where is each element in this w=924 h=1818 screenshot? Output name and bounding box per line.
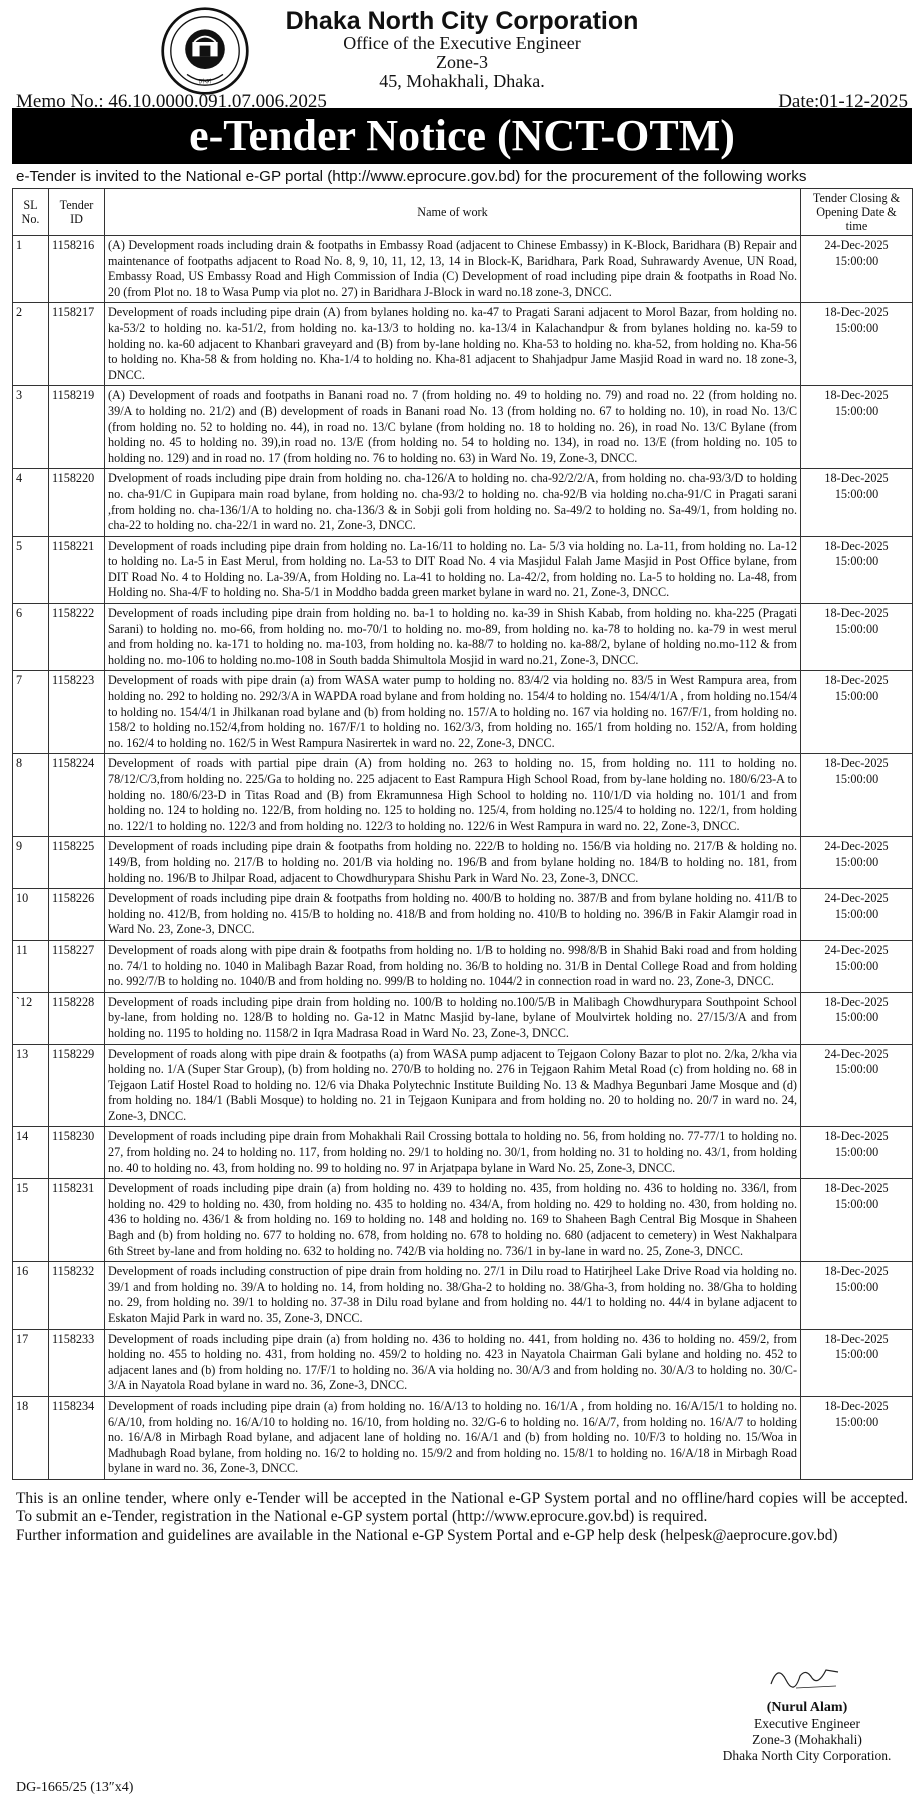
header-sl: SL No. (13, 189, 49, 236)
table-row (13, 1179, 913, 1262)
row-date-cell (801, 386, 913, 469)
row-sl: 1 (13, 236, 49, 303)
row-sl: 6 (13, 604, 49, 671)
header-tender-id: Tender ID (49, 189, 105, 236)
table-row (13, 386, 913, 469)
row-sl: 16 (13, 1262, 49, 1329)
row-work: Development of roads along with pipe drain & footpaths from holding no. 1/B to holding no. 998/8/B in Shahid Baki road and from holding no. 74/1 to holding no. 1040 in Malibagh Bazar Road, from holding no. 36/B to holding no. 31/B in Dental College Road and from holding no. 992/7/B to holding no. 1040/B and from holding no. 999/B to holding no. 1044/2 in connection road in ward no. 23, Zone-3, DNCC. (105, 940, 801, 992)
row-tender-id: 1158234 (49, 1396, 105, 1479)
row-tender-id: 1158223 (49, 671, 105, 754)
signatory-name: (Nurul Alam) (766, 1700, 848, 1715)
row-sl: 15 (13, 1179, 49, 1262)
row-closing-date: 18-Dec-2025 (824, 388, 889, 403)
row-tender-id: 1158221 (49, 536, 105, 603)
row-date-cell (801, 889, 913, 941)
row-tender-id: 1158224 (49, 754, 105, 837)
row-tender-id: 1158225 (49, 837, 105, 889)
table-row (13, 1396, 913, 1479)
row-closing-time: 15:00:00 (834, 403, 879, 418)
intro-text: e-Tender is invited to the National e-GP portal (http://www.eprocure.gov.bd) for the procurement of the following works (16, 168, 807, 185)
table-row (13, 671, 913, 754)
row-closing-date: 18-Dec-2025 (824, 756, 889, 771)
office-name: Office of the Executive Engineer (343, 33, 581, 54)
row-closing-date: 18-Dec-2025 (824, 1331, 889, 1346)
row-closing-date: 18-Dec-2025 (824, 305, 889, 320)
row-tender-id: 1158216 (49, 236, 105, 303)
row-date-cell (801, 1044, 913, 1127)
row-tender-id: 1158217 (49, 303, 105, 386)
row-date-cell (801, 940, 913, 992)
row-sl: 2 (13, 303, 49, 386)
memo-date: Date:01-12-2025 (778, 91, 908, 112)
table-row (13, 837, 913, 889)
signatory-designation: Executive Engineer (753, 1716, 861, 1731)
row-sl: 4 (13, 469, 49, 536)
row-sl: 18 (13, 1396, 49, 1479)
row-sl: `12 (13, 992, 49, 1044)
row-sl: 14 (13, 1127, 49, 1179)
row-date-cell (801, 1262, 913, 1329)
row-work: (A) Development of roads and footpaths in Banani road no. 7 (from holding no. 49 to holding no. 79) and road no. 22 (from holding no. 39/A to holding no. 21/2) and (B) development of roads in Banani road No. 13 (from holding no. 67 to holding no. 10), in road No. 13/C (from holding no. 52 to holding no. 44), in road no. 13/C bylane (from holding no. 18 to holding no. 26), in road No. 13/C Bylane (from holding no. 45 to holding no. 39),in road no. 13/E (from holding no. 54 to holding no. 134), in road no. 13/E (from holding no. 105 to holding no. 129) and in road no. 17 (from holding no. 76 to holding no. 63) in Ward No. 19, Zone-3, DNCC. (105, 386, 801, 469)
row-date-cell (801, 754, 913, 837)
row-closing-date: 18-Dec-2025 (824, 1398, 889, 1413)
notice-title: e-Tender Notice (NCT-OTM) (12, 108, 912, 164)
row-date-cell (801, 604, 913, 671)
row-closing-time: 15:00:00 (834, 1010, 879, 1025)
header-work: Name of work (105, 189, 801, 236)
row-closing-date: 18-Dec-2025 (824, 673, 889, 688)
memo-row (16, 91, 908, 113)
row-closing-time: 15:00:00 (834, 320, 879, 335)
row-closing-date: 18-Dec-2025 (824, 538, 889, 553)
row-tender-id: 1158233 (49, 1329, 105, 1396)
office-address: 45, Mohakhali, Dhaka. (379, 71, 545, 92)
row-work: Development of roads including pipe drain (a) from holding no. 439 to holding no. 435, from holding no. 436 to holding no. 336/l, from holding no. 429 to holding no. 430, from holding no. 435 to holding no. 434/A, from holding no. 429 to holding no. 430, from holding no. 436 to holding no. 436/1 & from holding no. 169 to holding no. 148 and holding no. 169 to Shaheen Bagh Central Big Mosque in Shaheen Bagh and (b) from holding no. 677 to holding no. 678, from holding no. 678 to holding no. 680 (adjacent to cemetery) in West Nakhalpara 6th Street by-lane and from holding no. 632 to holding no. 742/B via holding no. 736/1 in by-lane in ward no. 25, Zone-3, DNCC. (105, 1179, 801, 1262)
row-work: Development of roads including pipe drain from holding no. ba-1 to holding no. ka-39 in Shish Kabab, from holding no. kha-225 (Pragati Sarani) to holding no. mo-66, from holding no. mo-70/1 to holding no. mo-89, from holding no. ka-78 to holding no. ka-79 in west merul and from holding no. ka-171 to holding no. ma-103, from holding no. ka-88/7 to holding no. ka-88/2, bylane of holding no.mo-112 & from holding no. mo-106 to holding no.mo-108 in South badda Shimultola Mosjid in ward no.21, Zone-3, DNCC. (105, 604, 801, 671)
row-sl: 17 (13, 1329, 49, 1396)
row-closing-time: 15:00:00 (834, 554, 879, 569)
row-work: Development of roads including pipe drain (a) from holding no. 16/A/13 to holding no. 16/1/A , from holding no. 16/A/15/1 to holding no. 6/A/10, from holding no. 16/A/10 to holding no. 16/10, from holding no. 32/G-6 to holding no. 16/A/7, from holding no. 16/A/7 to holding no. 16/A/8 in Mirbagh Road bylane, and adjacent lane of holding no. 16/A/1 and (b) from holding no. 10/F/3 to holding no. 15/Woa in Madhubagh Road bylane, from holding no. 16/2 to holding no. 15/9/2 and from holding no. 15/8/1 to holding no. 16/A/18 in Mirbagh Road bylane in ward no. 36, Zone-3, DNCC. (105, 1396, 801, 1479)
row-sl: 7 (13, 671, 49, 754)
row-closing-time: 15:00:00 (834, 1347, 879, 1362)
row-date-cell (801, 469, 913, 536)
row-date-cell (801, 837, 913, 889)
row-tender-id: 1158227 (49, 940, 105, 992)
row-closing-date: 24-Dec-2025 (824, 942, 889, 957)
row-closing-date: 24-Dec-2025 (824, 1046, 889, 1061)
row-date-cell (801, 236, 913, 303)
row-tender-id: 1158232 (49, 1262, 105, 1329)
row-date-cell (801, 1396, 913, 1479)
zone-name: Zone-3 (436, 52, 488, 73)
row-closing-date: 18-Dec-2025 (824, 1264, 889, 1279)
table-header-row (13, 189, 913, 236)
row-tender-id: 1158220 (49, 469, 105, 536)
row-closing-date: 24-Dec-2025 (824, 238, 889, 252)
row-closing-time: 15:00:00 (834, 958, 879, 973)
row-work: Development of roads with pipe drain (a) from WASA water pump to holding no. 83/4/2 via holding no. 83/5 in West Rampura area, from holding no. 292 to holding no. 292/3/A in WAPDA road bylane and from holding no. 154/4 to holding no. 154/4/1/A , from holding no.154/4 to holding no. 154/4/1 in Jhilkanan road bylane and (b) from holding no. 157/A to holding no. 167 via holding no. 167/F/1, from holding no. 158/2 to holding no.152/4,from holding no. 167/F/1 to holding no. 162/3/3, from holding no. 165/1 from holding no. 152/A, from holding no. 162/4 to holding no. 162/5 in West Rampura Nasirertek in ward no. 22, Zone-3, DNCC. (105, 671, 801, 754)
row-closing-date: 18-Dec-2025 (824, 994, 889, 1009)
row-tender-id: 1158222 (49, 604, 105, 671)
row-closing-time: 15:00:00 (834, 854, 879, 869)
signatory-zone: Zone-3 (Mohakhali) (752, 1732, 862, 1747)
row-closing-time: 15:00:00 (834, 1279, 879, 1294)
row-tender-id: 1158226 (49, 889, 105, 941)
header-date: Tender Closing & Opening Date & time (801, 189, 913, 236)
row-closing-date: 18-Dec-2025 (824, 1129, 889, 1144)
table-row (13, 469, 913, 536)
handwritten-signature (766, 1656, 846, 1696)
row-work: Development of roads including pipe drain & footpaths from holding no. 222/B to holding no. 156/B via holding no. 217/B & holding no. 149/B, from holding no. 217/B to holding no. 201/B via holding no. 196/B and from bylane holding no. 184/B to holding no. 181, from holding no. 196/B to Jhilpar Road, adjacent to Chowdhurypara Shishu Park in Ward No. 23, Zone-3, DNCC. (105, 837, 801, 889)
row-sl: 9 (13, 837, 49, 889)
row-closing-time: 15:00:00 (834, 486, 879, 501)
signatory-org: Dhaka North City Corporation. (722, 1748, 892, 1763)
row-closing-time: 15:00:00 (834, 253, 879, 268)
notice-page (12, 0, 912, 1818)
letterhead (12, 0, 912, 112)
row-sl: 13 (13, 1044, 49, 1127)
table-row (13, 889, 913, 941)
row-date-cell (801, 671, 913, 754)
row-closing-time: 15:00:00 (834, 621, 879, 636)
row-closing-time: 15:00:00 (834, 1414, 879, 1429)
row-work: Development of roads along with pipe drain & footpaths (a) from WASA pump adjacent to Tejgaon Colony Bazar to plot no. 2/ka, 2/kha via holding no. 1/A (Super Star Group), (b) from holding no. 270/B to holding no. 276 in Tejgaon Rahim Metal Road (c) from holding no. 68 in Tejgaon Latif Hostel Road to holding no. 12/6 via Dhaka Polytechnic Institute Building No. 13 & Madhya Begunbari Jame Mosque and (d) from holding no. 184/1 (Babli Mosque) to holding no. 21 in Tejgaon Kunipara and from holding no. 20 to holding no. 20/7 in ward no. 24, Zone-3, DNCC. (105, 1044, 801, 1127)
footer-line-2: Further information and guidelines are available in the National e-GP System Portal and e-GP help desk (helpesk@aeprocure.gov.bd) (16, 1526, 838, 1544)
row-work: Dvelopment of roads including pipe drain from holding no. cha-126/A to holding no. cha-92/2/2/A, from holding no. cha-93/3/D to holding no. cha-91/C in Gupipara main road bylane, from holding no. cha-93/2 to holding no. cha-92/B via holding no.cha-91/C in Pragati sarani ,from holding no. cha-136/1/A to holding no. cha-136/3 & in Sobji goli from holding no. Sa-49/2 to holding no. Sa-49/1, from holding no. cha-22 to holding no. cha-22/1 in ward no. 21, Zone-3, DNCC. (105, 469, 801, 536)
row-sl: 3 (13, 386, 49, 469)
row-work: Development of roads with partial pipe drain (A) from holding no. 263 to holding no. 15, from holding no. 111 to holding no. 78/12/C/3,from holding no. 225/Ga to holding no. 225 adjacent to East Rampura High School Road, from by-lane holding no. 180/6/23-A to holding no. 180/6/23-D in Titas Road and (B) from Ekramunnesa High School to holding no. 110/1/D via holding no. 101/1 and from holding no. 124 to holding no. 122/B, from holding no. 125 to holding no. 125/4, from holding no.125/4 to holding no. 122/1, from holding no. 122/1 to holding no. 122/3 and from holding no. 122/3 to holding no. 122/6 in West Rampura in ward no. 22, Zone-3, DNCC. (105, 754, 801, 837)
table-row (13, 992, 913, 1044)
row-work: Development of roads including pipe drain & footpaths from holding no. 400/B to holding no. 387/B and from bylane holding no. 411/B to holding no. 412/B, from holding no. 415/B to holding no. 418/B and from holding no. 410/B to holding no. 396/B in Fakir Alamgir road in Ward No. 23, Zone-3, DNCC. (105, 889, 801, 941)
row-closing-date: 18-Dec-2025 (824, 1181, 889, 1196)
table-row (13, 236, 913, 303)
table-row (13, 536, 913, 603)
row-closing-time: 15:00:00 (834, 689, 879, 704)
row-tender-id: 1158230 (49, 1127, 105, 1179)
table-row (13, 1127, 913, 1179)
table-body (13, 236, 913, 1480)
row-tender-id: 1158229 (49, 1044, 105, 1127)
row-closing-date: 24-Dec-2025 (824, 839, 889, 854)
footer-text (12, 1480, 912, 1546)
row-closing-time: 15:00:00 (834, 1062, 879, 1077)
row-sl: 5 (13, 536, 49, 603)
row-date-cell (801, 1179, 913, 1262)
row-closing-time: 15:00:00 (834, 1196, 879, 1211)
memo-number: Memo No.: 46.10.0000.091.07.006.2025 (16, 91, 327, 112)
row-work: Development of roads including pipe drain (A) from bylanes holding no. ka-47 to Pragati Sarani adjacent to Morol Bazar, from holding no. ka-53/2 to holding no. ka-51/2, from holding no. ka-13/3 to holding no. ka-13/4 in Kalachandpur & from bylanes holding no. ka-59 to holding no. ka-60 adjacent to Khanbari graveyard and (B) from by-lane holding no. Kha-53 to holding no. kha-52, from holding no. Kha-56 to holding no. Kha-58 & from holding no. Kha-1/4 to holding no. Kha-81 adjacent to Shahjadpur Jame Masjid Road in ward no. 18 zone-3, DNCC. (105, 303, 801, 386)
row-closing-date: 18-Dec-2025 (824, 471, 889, 486)
org-name: Dhaka North City Corporation (285, 7, 639, 35)
row-date-cell (801, 303, 913, 386)
row-date-cell (801, 992, 913, 1044)
table-row (13, 754, 913, 837)
tender-table (12, 188, 913, 1480)
row-work: Development of roads including pipe drain (a) from holding no. 436 to holding no. 441, from holding no. 436 to holding no. 459/2, from holding no. 455 to holding no. 431, from holding no. 459/2 to holding no. 423 in Nayatola Chairman Gali bylane and holding no. 452 to adjacent lanes and (b) from holding no. 17/F/1 to holding no. 36/A via holding no. 30/A/3 and from holding no. 30/A/3 to holding no. 30/C-3/A in Nayatola Road bylane in ward no. 36, Zone-3, DNCC. (105, 1329, 801, 1396)
row-tender-id: 1158219 (49, 386, 105, 469)
row-sl: 8 (13, 754, 49, 837)
row-work: (A) Development roads including drain & footpaths in Embassy Road (adjacent to Chinese Embassy) in K-Block, Baridhara (B) Repair and maintenance of footpaths adjacent to Road No. 8, 9, 10, 11, 12, 13, 14 in Block-K, Baridhara, Park Road, Suhrawardy Avenue, UN Road, Embassy Road, US Embassy Road and High Commission of India (C) Development of road including pipe drain & footpaths in Road No. 20 (from Plot no. 18 to Wasa Pump via plot no. 27) in Baridhara J-Block in ward no.18 zone-3, DNCC. (105, 236, 801, 303)
dg-code: DG-1665/25 (13″x4) (16, 1780, 134, 1795)
row-sl: 11 (13, 940, 49, 992)
row-closing-time: 15:00:00 (834, 772, 879, 786)
row-closing-time: 15:00:00 (834, 906, 879, 921)
table-row (13, 940, 913, 992)
table-row (13, 303, 913, 386)
row-date-cell (801, 536, 913, 603)
table-row (13, 1329, 913, 1396)
svg-text:ঢাকা: ঢাকা (198, 76, 212, 86)
row-date-cell (801, 1329, 913, 1396)
signatory-block (712, 1700, 902, 1764)
organization-block (12, 8, 912, 91)
row-work: Development of roads including pipe drain from holding no. La-16/11 to holding no. La- 5/3 via holding no. La-11, from holding no. La-12 to holding no. La-5 in East Merul, from holding no. La-53 to DIT Road No. 4 via Masjidul Falah Jame Masjid in Post Office bylane, from DIT Road No. 4 to Holding no. La-39/A, from Holding no. La-41 to holding no. La-42/2, from holding no. La-5 to holding no. La-48, from Holding no. Sha-4/F to holding no. Sha-5/1 in Moddho badda green market bylane in ward no. 21, Zone-3, DNCC. (105, 536, 801, 603)
row-closing-date: 24-Dec-2025 (824, 891, 889, 906)
row-tender-id: 1158231 (49, 1179, 105, 1262)
table-row (13, 604, 913, 671)
table-row (13, 1044, 913, 1127)
row-closing-time: 15:00:00 (834, 1145, 879, 1160)
row-tender-id: 1158228 (49, 992, 105, 1044)
row-work: Development of roads including construction of pipe drain from holding no. 27/1 in Dilu road to Hatirjheel Lake Drive Road via holding no. 39/1 and from holding no. 39/A to holding no. 14, from holding no. 38/Gha-2 to holding no. 38/Gha-3, from holding no. 38/Gha to holding no. 29, from holding no. 39/1 to holding no. 37-38 in Dilu road bylane and from holding no. 44/1 to holding no. 44/4 in bylane adjacent to Eskaton Majid Park in ward no. 35, Zone-3, DNCC. (105, 1262, 801, 1329)
footer-line-1: This is an online tender, where only e-Tender will be accepted in the National e-GP System portal and no offline/hard copies will be accepted. To submit an e-Tender, registration in the National e-GP system portal (http://www.eprocure.gov.bd) is required. (16, 1489, 908, 1526)
row-date-cell (801, 1127, 913, 1179)
table-row (13, 1262, 913, 1329)
row-work: Development of roads including pipe drain from Mohakhali Rail Crossing bottala to holding no. 56, from holding no. 77-77/1 to holding no. 27, from holding no. 24 to holding no. 117, from holding no. 29/1 to holding no. 30/1, from holding no. 31 to holding no. 43/1, from holding no. 40 to holding no. 43, from holding no. 99 to holding no. 97 in Arjatpapa bylane in Ward No. 25, Zone-3, DNCC. (105, 1127, 801, 1179)
row-sl: 10 (13, 889, 49, 941)
row-work: Development of roads including pipe drain from holding no. 100/B to holding no.100/5/B in Malibagh Chowdhurypara Southpoint School by-lane, from holding no. 128/B to holding no. Ga-12 in Matnc Masjid by-lane, bylane of Moulvirtek holding no. 27/15/3/A and from holding no. 1195 to holding no. 1158/2 in Iqra Madrasa Road in Ward No. 23, Zone-3, DNCC. (105, 992, 801, 1044)
row-closing-date: 18-Dec-2025 (824, 606, 889, 621)
